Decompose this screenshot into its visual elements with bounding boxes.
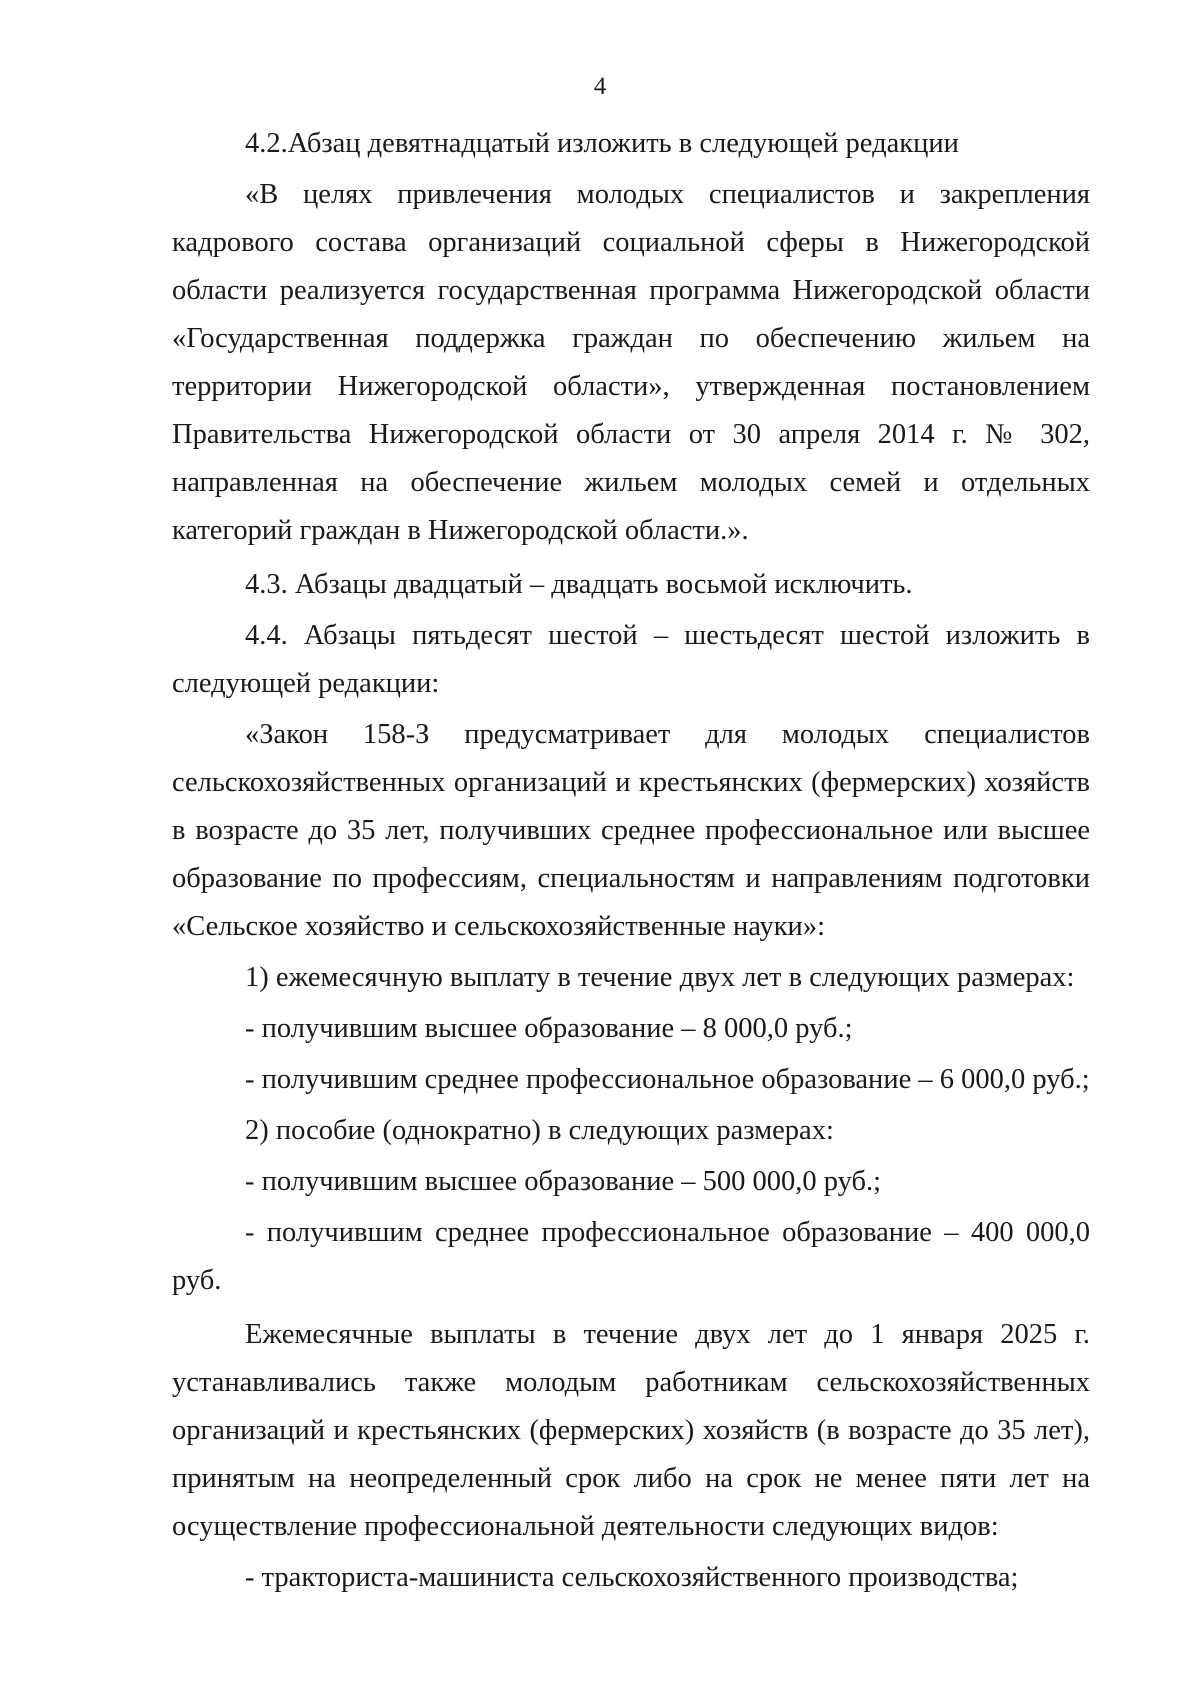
paragraph-quote-young-specialists: «В целях привлечения молодых специалистов и закрепления кадрового состава организаций социальной сферы в Нижегородской области реализуется государственная программа Нижегородской области «Государственная поддержка граждан по обеспечению жильем на территории Нижегородской области», утвержденная постановлением Правительства Нижегородской области от 30 апреля 2014 г. № 302, направленная на обеспечение жильем молодых семей и отдельных категорий граждан в Нижегородской области.». (172, 179, 1090, 546)
paragraph-4-4: 4.4. Абзацы пятьдесят шестой – шестьдесят шестой изложить в следующей редакции: (172, 620, 1090, 699)
list-item-tractor-driver: - тракториста-машиниста сельскохозяйственного производства; (245, 1562, 1019, 1593)
list-item-higher-education-monthly: - получившим высшее образование – 8 000,0 руб.; (245, 1013, 853, 1044)
paragraph-4-2-heading: 4.2.Абзац девятнадцатый изложить в следующей редакции (245, 128, 959, 159)
list-item-higher-education-allowance: - получившим высшее образование – 500 000,0 руб.; (245, 1166, 882, 1197)
paragraph-monthly-payments-2025: Ежемесячные выплаты в течение двух лет до 1 января 2025 г. устанавливались также молодым работникам сельскохозяйственных организаций и крестьянских (фермерских) хозяйств (в возрасте до 35 лет), принятым на неопределенный срок либо на срок не менее пяти лет на осуществление профессиональной деятельности следующих видов: (172, 1319, 1090, 1542)
list-item-one-time-allowance: 2) пособие (однократно) в следующих размерах: (245, 1115, 834, 1146)
list-item-vocational-education-monthly: - получившим среднее профессиональное образование – 6 000,0 руб.; (245, 1064, 1090, 1095)
list-item-monthly-payment: 1) ежемесячную выплату в течение двух лет в следующих размерах: (245, 962, 1075, 993)
paragraph-law-158: «Закон 158-З предусматривает для молодых специалистов сельскохозяйственных организаций и крестьянских (фермерских) хозяйств в возрасте до 35 лет, получивших среднее профессиональное или высшее образование по профессиям, специальностям и направлениям подготовки «Сельское хозяйство и сельскохозяйственные науки»: (172, 719, 1090, 942)
list-item-vocational-education-allowance: - получившим среднее профессиональное образование – 400 000,0 руб. (172, 1217, 1090, 1296)
paragraph-4-3: 4.3. Абзацы двадцатый – двадцать восьмой исключить. (245, 569, 913, 600)
document-body (172, 120, 1090, 1602)
page-number: 4 (593, 73, 607, 100)
